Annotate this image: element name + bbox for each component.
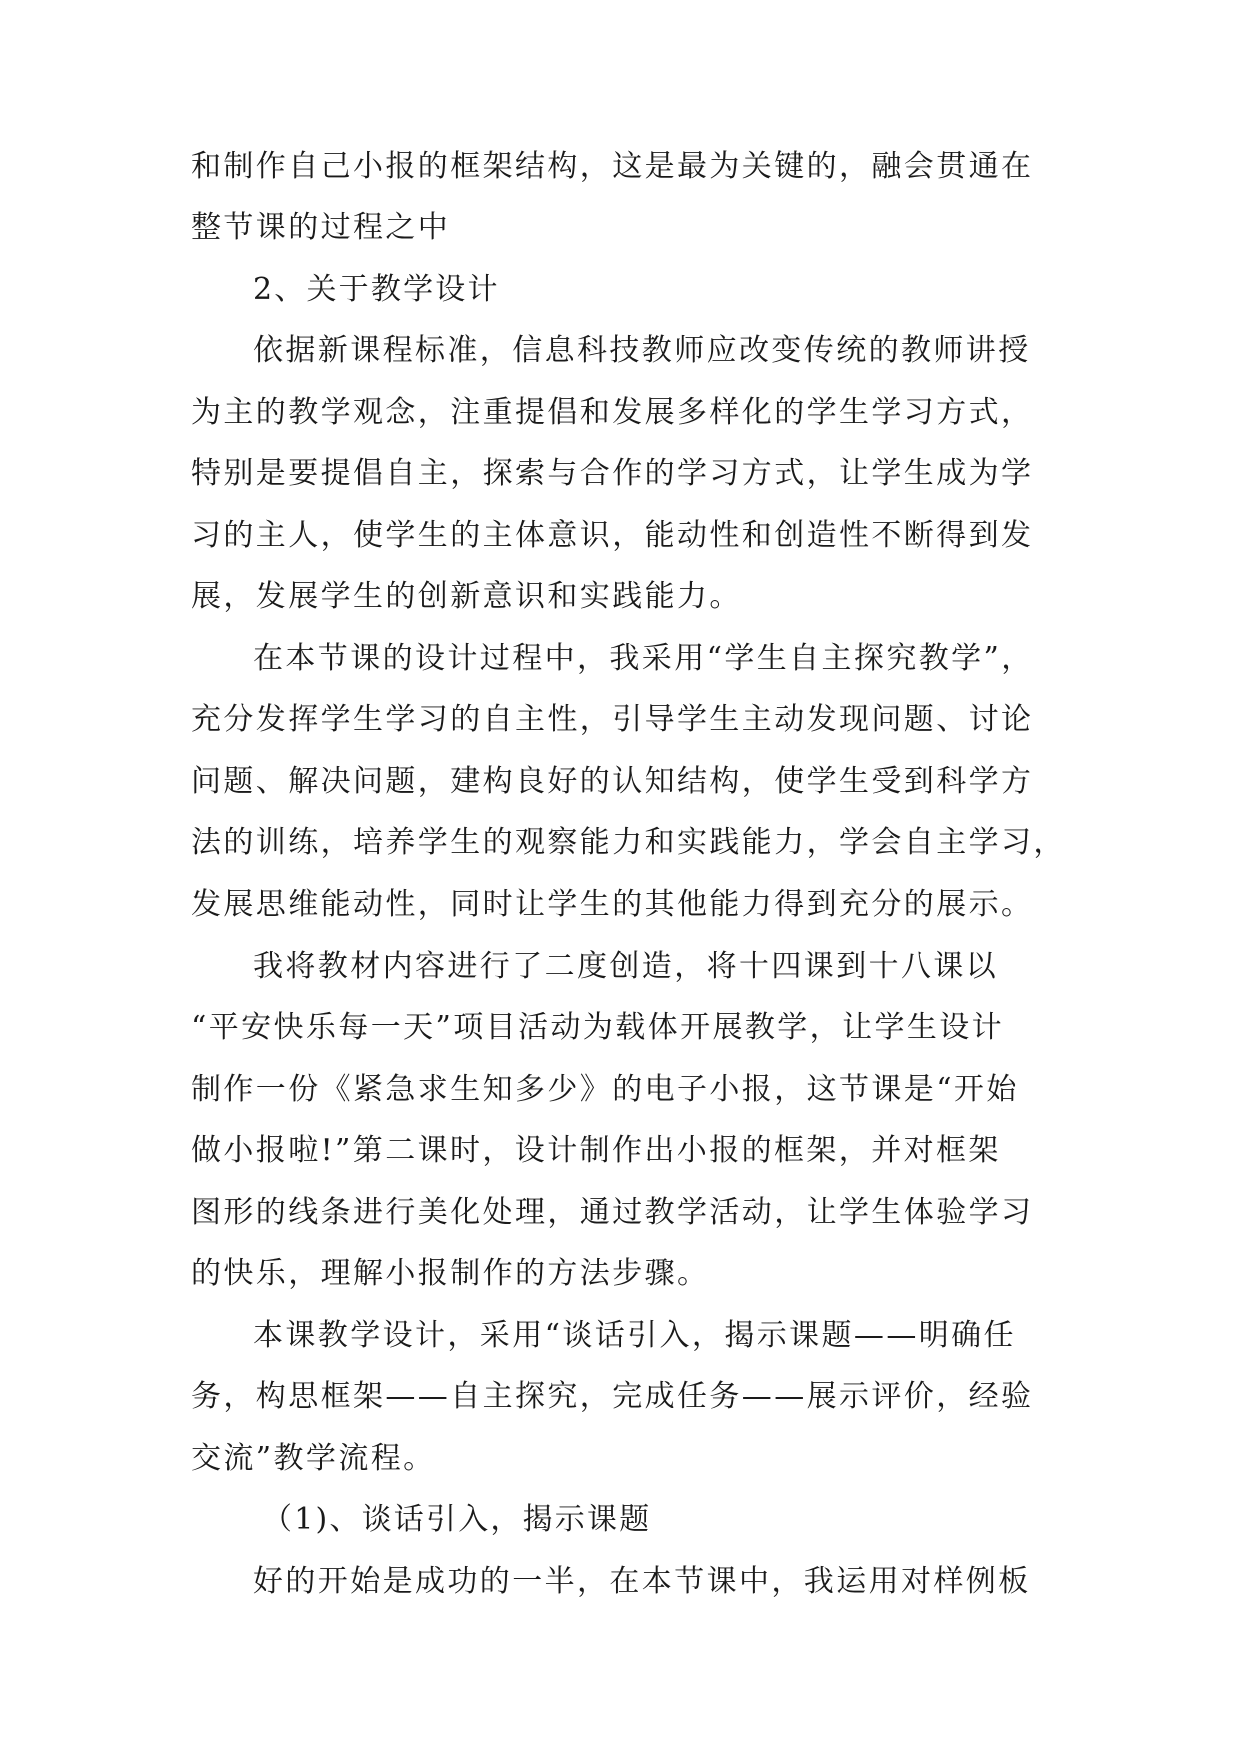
text-line: 交流”教学流程。 bbox=[191, 1441, 436, 1476]
section-heading: 2、关于教学设计 bbox=[253, 272, 500, 307]
text-line: 发展思维能动性，同时让学生的其他能力得到充分的展示。 bbox=[191, 887, 1034, 922]
text-line: 本课教学设计，采用“谈话引入，揭示课题——明确任 bbox=[253, 1318, 1016, 1353]
text-line: 在本节课的设计过程中，我采用“学生自主探究教学”， bbox=[253, 641, 1034, 676]
text-line: 图形的线条进行美化处理，通过教学活动，让学生体验学习 bbox=[191, 1195, 1034, 1230]
subsection-heading: （1)、谈话引入，揭示课题 bbox=[262, 1502, 652, 1537]
text-line: 充分发挥学生学习的自主性，引导学生主动发现问题、讨论 bbox=[191, 702, 1034, 737]
text-line: 制作一份《紧急求生知多少》的电子小报，这节课是“开始 bbox=[191, 1072, 1019, 1107]
text-line: 整节课的过程之中 bbox=[191, 210, 451, 245]
text-line: 为主的教学观念，注重提倡和发展多样化的学生学习方式， bbox=[191, 395, 1034, 430]
text-line: 的快乐，理解小报制作的方法步骤。 bbox=[191, 1256, 710, 1291]
text-line: “平安快乐每一天”项目活动为载体开展教学，让学生设计 bbox=[191, 1010, 1005, 1045]
text-line: 依据新课程标准，信息科技教师应改变传统的教师讲授 bbox=[253, 333, 1031, 368]
text-line: 习的主人，使学生的主体意识，能动性和创造性不断得到发 bbox=[191, 518, 1034, 553]
text-line: 特别是要提倡自主，探索与合作的学习方式，让学生成为学 bbox=[191, 456, 1034, 491]
text-line: 和制作自己小报的框架结构，这是最为关键的，融会贯通在 bbox=[191, 149, 1034, 184]
text-line: 做小报啦!”第二课时，设计制作出小报的框架，并对框架 bbox=[191, 1133, 1001, 1168]
text-line: 我将教材内容进行了二度创造，将十四课到十八课以 bbox=[253, 949, 999, 984]
text-line: 问题、解决问题，建构良好的认知结构，使学生受到科学方 bbox=[191, 764, 1034, 799]
text-line: 法的训练，培养学生的观察能力和实践能力，学会自主学习， bbox=[191, 825, 1066, 860]
text-line: 务，构思框架——自主探究，完成任务——展示评价，经验 bbox=[191, 1379, 1034, 1414]
text-line: 好的开始是成功的一半，在本节课中，我运用对样例板 bbox=[253, 1564, 1031, 1599]
text-line: 展，发展学生的创新意识和实践能力。 bbox=[191, 579, 742, 614]
